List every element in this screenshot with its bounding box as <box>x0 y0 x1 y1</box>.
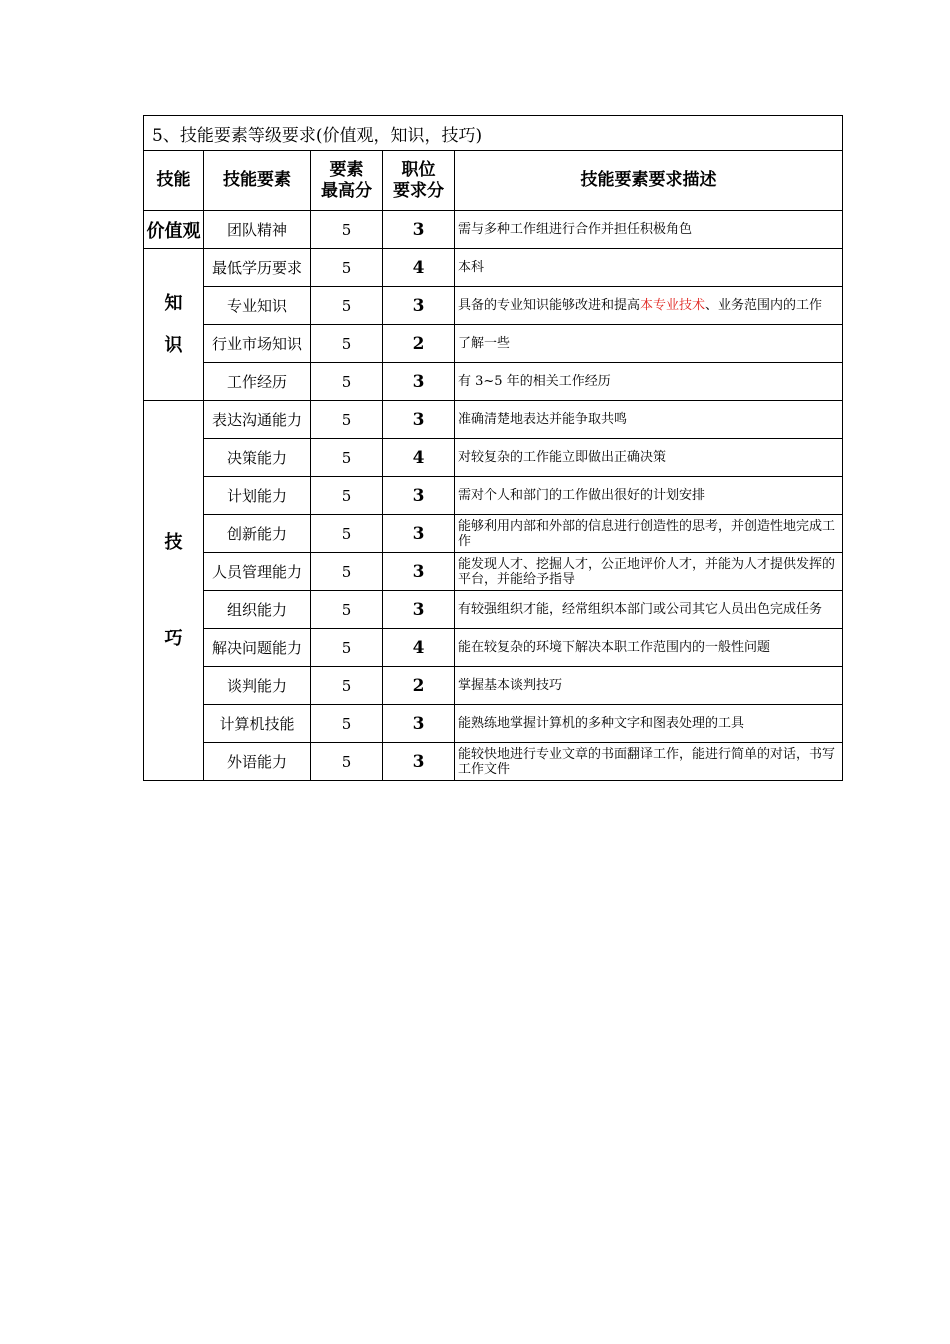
max-score: 5 <box>311 667 383 705</box>
header-max-score <box>311 151 383 211</box>
required-score: 3 <box>383 553 455 591</box>
description: 需与多种工作组进行合作并担任积极角色 <box>455 211 843 249</box>
required-score: 4 <box>383 629 455 667</box>
description: 掌握基本谈判技巧 <box>455 667 843 705</box>
skill-element: 行业市场知识 <box>204 325 311 363</box>
table-row <box>144 439 843 477</box>
required-score: 2 <box>383 325 455 363</box>
description: 本科 <box>455 249 843 287</box>
category-knowledge <box>144 249 204 401</box>
skill-requirements-table <box>143 115 843 781</box>
skill-element: 谈判能力 <box>204 667 311 705</box>
required-score: 3 <box>383 287 455 325</box>
max-score: 5 <box>311 401 383 439</box>
description: 了解一些 <box>455 325 843 363</box>
required-score: 3 <box>383 211 455 249</box>
skill-element: 创新能力 <box>204 515 311 553</box>
max-score: 5 <box>311 211 383 249</box>
table-row <box>144 743 843 781</box>
category-skills-char2: 巧 <box>164 627 183 649</box>
max-score: 5 <box>311 325 383 363</box>
skill-element: 外语能力 <box>204 743 311 781</box>
required-score: 4 <box>383 249 455 287</box>
table-row <box>144 667 843 705</box>
description: 对较复杂的工作能立即做出正确决策 <box>455 439 843 477</box>
table-title: 5、技能要素等级要求(价值观，知识，技巧) <box>144 116 843 151</box>
category-knowledge-char1: 知 <box>164 292 183 314</box>
table-row <box>144 249 843 287</box>
table-row <box>144 591 843 629</box>
skill-element: 组织能力 <box>204 591 311 629</box>
max-score: 5 <box>311 363 383 401</box>
max-score: 5 <box>311 591 383 629</box>
table-row <box>144 211 843 249</box>
table-row <box>144 515 843 553</box>
required-score: 4 <box>383 439 455 477</box>
category-values: 价值观 <box>144 211 204 249</box>
skill-element: 计划能力 <box>204 477 311 515</box>
required-score: 2 <box>383 667 455 705</box>
skill-element: 工作经历 <box>204 363 311 401</box>
required-score: 3 <box>383 401 455 439</box>
header-description: 技能要素要求描述 <box>455 151 843 211</box>
description-highlight: 本专业技术 <box>640 298 706 313</box>
description: 准确清楚地表达并能争取共鸣 <box>455 401 843 439</box>
required-score: 3 <box>383 477 455 515</box>
table-row <box>144 325 843 363</box>
header-req-score <box>383 151 455 211</box>
max-score: 5 <box>311 477 383 515</box>
header-max-line2: 最高分 <box>321 180 372 201</box>
table-row <box>144 287 843 325</box>
description <box>455 287 843 325</box>
header-element: 技能要素 <box>204 151 311 211</box>
max-score: 5 <box>311 743 383 781</box>
required-score: 3 <box>383 515 455 553</box>
skill-element: 解决问题能力 <box>204 629 311 667</box>
table-row <box>144 401 843 439</box>
category-skills <box>144 401 204 781</box>
skill-element: 团队精神 <box>204 211 311 249</box>
description: 能发现人才、挖掘人才，公正地评价人才，并能为人才提供发挥的平台，并能给予指导 <box>455 553 843 591</box>
description: 有 3~5 年的相关工作经历 <box>455 363 843 401</box>
required-score: 3 <box>383 705 455 743</box>
max-score: 5 <box>311 439 383 477</box>
description: 能够利用内部和外部的信息进行创造性的思考，并创造性地完成工作 <box>455 515 843 553</box>
table-row <box>144 477 843 515</box>
max-score: 5 <box>311 249 383 287</box>
max-score: 5 <box>311 553 383 591</box>
skill-element: 最低学历要求 <box>204 249 311 287</box>
max-score: 5 <box>311 705 383 743</box>
required-score: 3 <box>383 743 455 781</box>
skill-element: 表达沟通能力 <box>204 401 311 439</box>
header-max-line1: 要素 <box>329 159 364 180</box>
description: 需对个人和部门的工作做出很好的计划安排 <box>455 477 843 515</box>
max-score: 5 <box>311 515 383 553</box>
required-score: 3 <box>383 363 455 401</box>
header-skill: 技能 <box>144 151 204 211</box>
header-row <box>144 151 843 211</box>
required-score: 3 <box>383 591 455 629</box>
header-req-line1: 职位 <box>401 159 436 180</box>
skill-element: 专业知识 <box>204 287 311 325</box>
description: 能较快地进行专业文章的书面翻译工作，能进行简单的对话，书写工作文件 <box>455 743 843 781</box>
header-req-line2: 要求分 <box>393 180 444 201</box>
description: 能在较复杂的环境下解决本职工作范围内的一般性问题 <box>455 629 843 667</box>
skill-element: 计算机技能 <box>204 705 311 743</box>
table-row <box>144 629 843 667</box>
max-score: 5 <box>311 287 383 325</box>
table-row <box>144 363 843 401</box>
category-skills-char1: 技 <box>164 531 183 553</box>
max-score: 5 <box>311 629 383 667</box>
description-tail: 、业务范围内的工作 <box>705 298 823 313</box>
table-row <box>144 553 843 591</box>
skill-element: 决策能力 <box>204 439 311 477</box>
skill-element: 人员管理能力 <box>204 553 311 591</box>
description-lead: 具备的专业知识能够改进和提高 <box>458 298 641 313</box>
category-knowledge-char2: 识 <box>164 334 183 356</box>
table-row <box>144 705 843 743</box>
description: 能熟练地掌握计算机的多种文字和图表处理的工具 <box>455 705 843 743</box>
description: 有较强组织才能，经常组织本部门或公司其它人员出色完成任务 <box>455 591 843 629</box>
